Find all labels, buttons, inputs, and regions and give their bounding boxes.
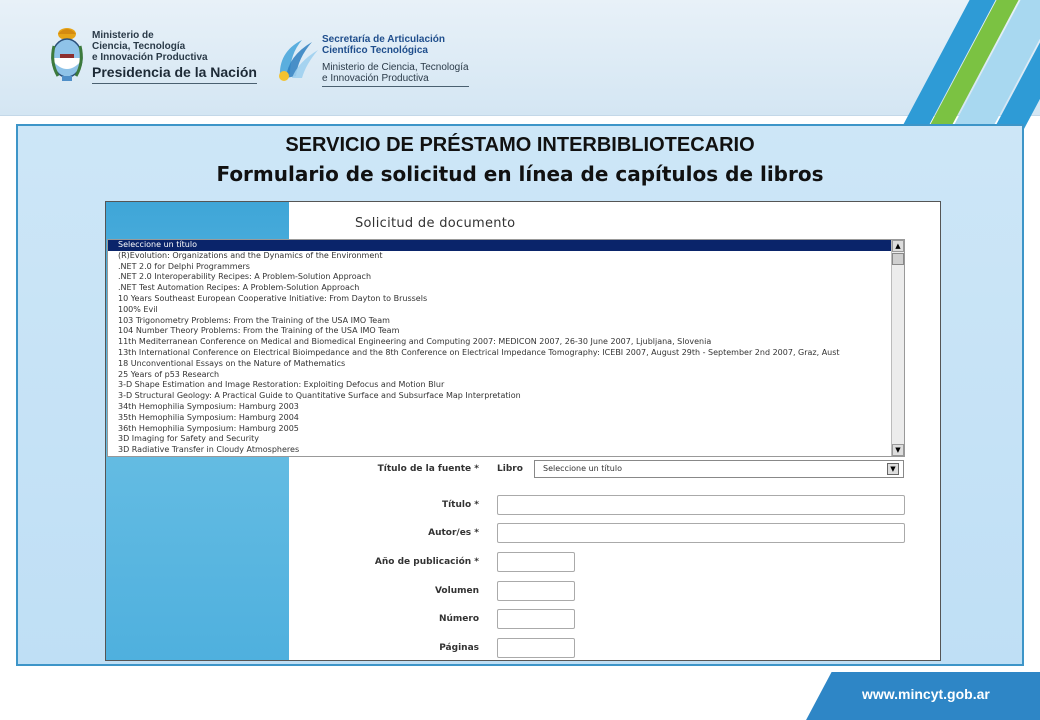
titulo-label: Título *	[441, 500, 479, 510]
logo2-line4: e Innovación Productiva	[322, 73, 429, 84]
logo1-line2: Ciencia, Tecnología	[92, 41, 186, 52]
ministry-logo	[48, 26, 257, 88]
list-option[interactable]: 18 Unconventional Essays on the Nature of Mathematics	[118, 358, 346, 368]
scroll-up-arrow-icon[interactable]: ▲	[892, 240, 904, 252]
autores-input[interactable]	[497, 523, 905, 543]
list-option[interactable]: 100% Evil	[118, 304, 158, 314]
numero-input[interactable]	[497, 609, 575, 629]
content-frame	[16, 124, 1024, 666]
logo1-line1: Ministerio de	[92, 30, 154, 41]
logo1-line3: e Innovación Productiva	[92, 52, 208, 63]
fuente-type-label: Libro	[497, 464, 523, 474]
fuente-select-value: Seleccione un título	[543, 464, 622, 473]
list-option[interactable]: .NET 2.0 for Delphi Programmers	[118, 261, 250, 271]
listbox-scrollbar[interactable]	[891, 240, 904, 456]
title-listbox[interactable]	[107, 239, 905, 457]
list-option[interactable]: 35th Hemophilia Symposium: Hamburg 2004	[118, 412, 299, 422]
logo2-line1: Secretaría de Articulación	[322, 34, 446, 45]
logo2-line2: Científico Tecnológica	[322, 45, 428, 56]
form-heading: Solicitud de documento	[355, 216, 516, 231]
paginas-label: Páginas	[439, 643, 479, 653]
list-option[interactable]: 25 Years of p53 Research	[118, 369, 220, 379]
anio-input[interactable]	[497, 552, 575, 572]
list-option[interactable]: Seleccione un título	[108, 240, 893, 251]
list-option[interactable]: 3-D Structural Geology: A Practical Guide to Quantitative Surface and Subsurface Map Interpretation	[118, 391, 521, 401]
volumen-label: Volumen	[434, 586, 479, 596]
scroll-down-arrow-icon[interactable]: ▼	[892, 444, 904, 456]
page-subtitle: Formulario de solicitud en línea de capítulos de libros	[216, 162, 824, 186]
request-form-screenshot	[105, 201, 941, 661]
list-option[interactable]: 34th Hemophilia Symposium: Hamburg 2003	[118, 401, 299, 411]
listbox-options	[108, 240, 893, 456]
list-option[interactable]: 36th Hemophilia Symposium: Hamburg 2005	[118, 423, 299, 433]
list-option[interactable]: .NET 2.0 Interoperability Recipes: A Problem-Solution Approach	[118, 272, 372, 282]
logo1-line4: Presidencia de la Nación	[92, 64, 257, 80]
list-option[interactable]: (R)Evolution: Organizations and the Dynamics of the Environment	[118, 250, 383, 260]
list-option[interactable]: 103 Trigonometry Problems: From the Training of the USA IMO Team	[118, 315, 390, 325]
list-option[interactable]: 3D Imaging for Safety and Security	[118, 434, 259, 444]
dropdown-arrow-icon[interactable]: ▼	[887, 463, 899, 475]
fuente-label: Título de la fuente *	[377, 464, 479, 474]
scroll-thumb[interactable]	[892, 253, 904, 265]
swoosh-logo-icon	[276, 34, 320, 84]
coat-of-arms-icon	[48, 26, 86, 84]
list-option[interactable]: 10 Years Southeast European Cooperative Initiative: From Dayton to Brussels	[118, 293, 428, 303]
ministry-logo-text	[92, 26, 257, 84]
list-option[interactable]: 13th International Conference on Electrical Bioimpedance and the 8th Conference on Electrical Impedance Tomography: ICEBI 2007, August 29th - September 2nd 2007, Graz, Aust	[118, 347, 840, 357]
logo2-line3: Ministerio de Ciencia, Tecnología	[322, 62, 469, 73]
numero-label: Número	[438, 614, 479, 624]
fuente-select[interactable]	[534, 460, 904, 478]
titulo-input[interactable]	[497, 495, 905, 515]
list-option[interactable]: 3D Radiative Transfer in Cloudy Atmospheres	[118, 445, 300, 455]
volumen-input[interactable]	[497, 581, 575, 601]
page-title: SERVICIO DE PRÉSTAMO INTERBIBLIOTECARIO	[285, 134, 755, 156]
list-option[interactable]: 3-D Shape Estimation and Image Restoration: Exploiting Defocus and Motion Blur	[118, 380, 445, 390]
list-option[interactable]: .NET Test Automation Recipes: A Problem-Solution Approach	[118, 283, 360, 293]
secretariat-logo	[276, 34, 469, 88]
anio-label: Año de publicación *	[374, 557, 479, 567]
paginas-input[interactable]	[497, 638, 575, 658]
footer-url[interactable]: www.mincyt.gob.ar	[862, 686, 990, 702]
list-option[interactable]: 104 Number Theory Problems: From the Training of the USA IMO Team	[118, 326, 400, 336]
secretariat-logo-text	[322, 34, 469, 87]
header-band	[0, 0, 1040, 116]
list-option[interactable]: 11th Mediterranean Conference on Medical and Biomedical Engineering and Computing 2007: MEDICON 2007, 26-30 June 2007, Ljubljana, Slovenia	[118, 337, 712, 347]
autores-label: Autor/es *	[428, 528, 479, 538]
